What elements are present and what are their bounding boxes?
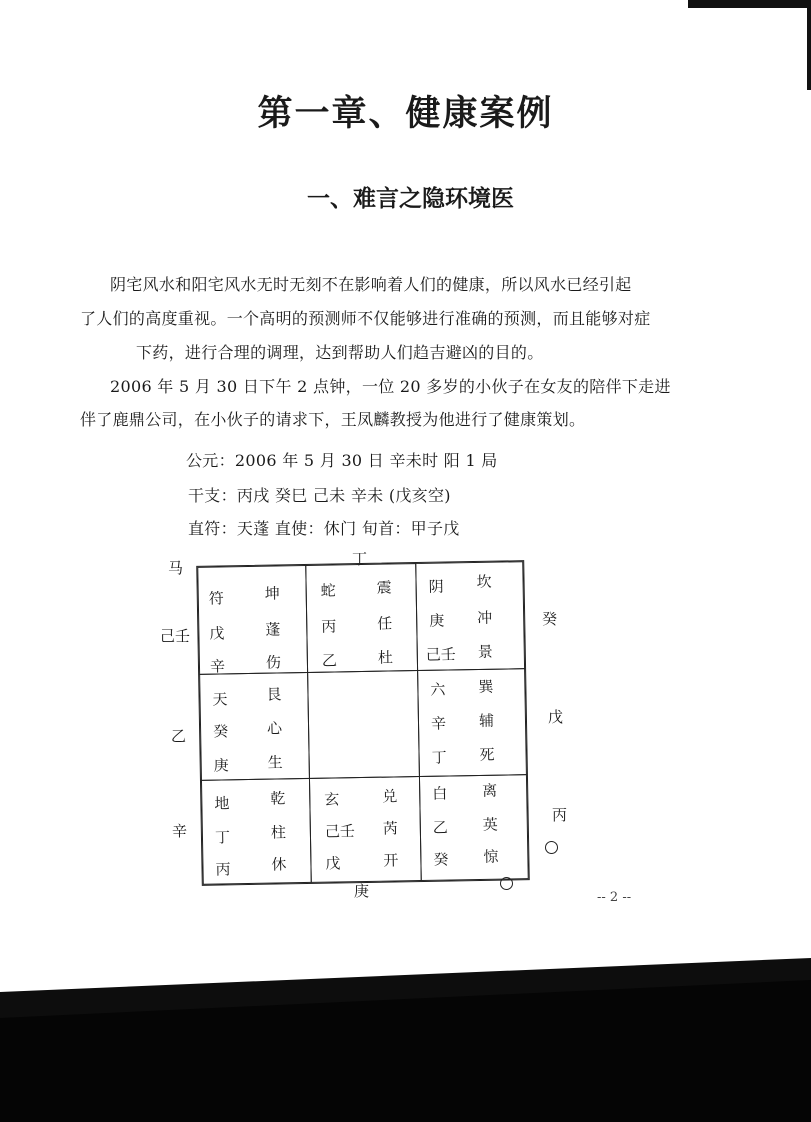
palace-char: 庚 xyxy=(213,756,229,775)
palace-char: 六 xyxy=(430,680,446,699)
palace-char: 伤 xyxy=(265,653,282,672)
palace-char: 休 xyxy=(271,855,287,874)
palace-char: 惊 xyxy=(483,847,499,866)
label-right-mid: 戊 xyxy=(548,708,564,726)
paragraph-line: 伴了鹿鼎公司，在小伙子的请求下，王凤麟教授为他进行了健康策划。 xyxy=(80,410,586,429)
palace-char: 离 xyxy=(482,781,498,800)
palace-char: 阴 xyxy=(428,577,444,596)
palace-char: 地 xyxy=(214,794,230,813)
palace-cell-center xyxy=(307,670,420,779)
palace-char: 丁 xyxy=(431,748,447,767)
scan-edge-top xyxy=(688,0,811,8)
palace-char: 死 xyxy=(479,745,495,764)
palace-char: 景 xyxy=(477,642,493,661)
label-left-bottom: 辛 xyxy=(172,822,188,840)
palace-char: 乙 xyxy=(321,651,338,670)
label-left-top: 己壬 xyxy=(160,627,191,645)
palace-char: 芮 xyxy=(382,819,399,838)
palace-char: 丙 xyxy=(321,617,337,636)
palace-char: 兑 xyxy=(382,787,398,806)
palace-char: 柱 xyxy=(270,823,287,842)
palace-char: 蓬 xyxy=(265,620,281,639)
label-bottom: 庚 xyxy=(354,882,370,900)
palace-char: 艮 xyxy=(266,685,282,704)
palace-char: 英 xyxy=(482,815,498,834)
palace-char: 玄 xyxy=(324,790,340,809)
palace-char: 冲 xyxy=(477,608,493,627)
paragraph-line: 阴宅风水和阳宅风水无时无刻不在影响着人们的健康，所以风水已经引起 xyxy=(110,275,632,294)
palace-cell xyxy=(417,668,527,777)
palace-cell xyxy=(419,774,529,881)
section-title: 一、难言之隐环境医 xyxy=(307,185,514,212)
palace-char: 开 xyxy=(383,851,399,870)
palace-char: 天 xyxy=(212,690,228,709)
palace-cell xyxy=(197,565,308,675)
palace-char: 辛 xyxy=(209,657,226,676)
palace-char: 符 xyxy=(208,589,224,608)
paragraph-line: 下药，进行合理的调理，达到帮助人们趋吉避凶的目的。 xyxy=(136,343,544,362)
palace-char: 己壬 xyxy=(425,645,456,664)
palace-char: 癸 xyxy=(433,850,449,869)
paragraph-line: 了人们的高度重视。一个高明的预测师不仅能够进行准确的预测，而且能够对症 xyxy=(80,309,651,328)
palace-char: 生 xyxy=(267,753,283,772)
palace-char: 巽 xyxy=(478,677,494,696)
circle-mark xyxy=(545,841,558,854)
palace-char: 杜 xyxy=(377,648,394,667)
qimen-board xyxy=(196,560,530,886)
palace-char: 丁 xyxy=(214,828,231,847)
label-left-mid: 乙 xyxy=(171,727,187,745)
palace-char: 辅 xyxy=(478,711,495,730)
palace-char: 癸 xyxy=(212,722,229,741)
chapter-title: 第一章、健康案例 xyxy=(257,93,554,134)
palace-char: 戊 xyxy=(209,624,225,643)
palace-char: 任 xyxy=(377,614,393,633)
scan-edge-right xyxy=(807,0,811,90)
palace-char: 己壬 xyxy=(324,822,356,841)
palace-char: 心 xyxy=(266,719,283,738)
label-top: 丁 xyxy=(352,550,368,568)
palace-char: 辛 xyxy=(430,714,447,733)
palace-char: 白 xyxy=(432,784,448,803)
page-number: -- 2 -- xyxy=(597,890,632,905)
label-right-bottom: 丙 xyxy=(552,806,568,824)
palace-char: 丙 xyxy=(215,860,231,879)
label-ma: 马 xyxy=(168,559,184,577)
palace-char: 蛇 xyxy=(320,581,336,600)
palace-char: 乾 xyxy=(270,789,286,808)
palace-cell xyxy=(309,776,422,883)
info-ganzhi: 干支：丙戌 癸巳 己未 辛未 (戊亥空) xyxy=(188,486,451,505)
paragraph-line: 2006 年 5 月 30 日下午 2 点钟，一位 20 多岁的小伙子在女友的陪伴下走进 xyxy=(110,377,671,396)
scan-edge-bottom xyxy=(0,958,811,1122)
palace-char: 乙 xyxy=(432,818,449,837)
info-zhifu: 直符：天蓬 直使：休门 旬首：甲子戊 xyxy=(188,519,460,538)
palace-cell xyxy=(415,561,525,671)
palace-cell xyxy=(305,563,418,673)
label-right-top: 癸 xyxy=(542,610,558,628)
palace-char: 坎 xyxy=(476,572,492,591)
palace-cell xyxy=(199,672,310,781)
palace-cell xyxy=(201,778,312,885)
palace-char: 戊 xyxy=(325,854,341,873)
palace-char: 庚 xyxy=(429,611,445,630)
palace-char: 坤 xyxy=(264,584,280,603)
palace-char: 震 xyxy=(376,578,392,597)
info-gongyuan: 公元：2006 年 5 月 30 日 辛未时 阳 1 局 xyxy=(186,451,498,470)
